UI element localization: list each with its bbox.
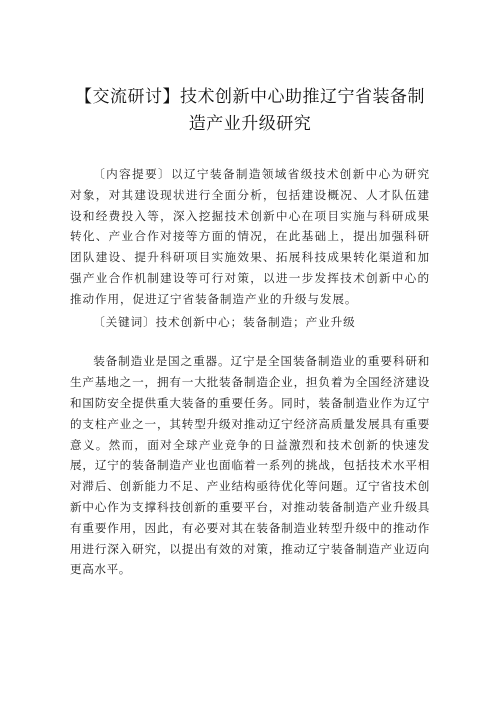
keywords-line: 〔关键词〕技术创新中心；装备制造；产业升级 (93, 314, 356, 329)
document-title (70, 84, 430, 138)
abstract-paragraph: 〔内容提要〕以辽宁装备制造领域省级技术创新中心为研究对象，对其建设现状进行全面分析，包括建设概况、人才队伍建设和经费投入等，深入挖掘技术创新中心在项目实施与科研成果转化、产业合作对接等方面的情况，在此基础上，提出加强科研团队建设、提升科研项目实施效果、拓展科技成果转化渠道和加强产业合作机制建设等可行对策，以进一步发挥技术创新中心的推动作用，促进辽宁省装备制造产业的升级与发展。 (70, 167, 430, 306)
title-line-1: 【交流研讨】技术创新中心助推辽宁省装备制 (75, 87, 425, 107)
title-line-2: 造产业升级研究 (188, 114, 312, 134)
body-paragraph-1: 装备制造业是国之重器。辽宁是全国装备制造业的重要科研和生产基地之一，拥有一大批装备制造企业，担负着为全国经济建设和国防安全提供重大装备的重要任务。同时，装备制造业作为辽宁的支柱产业之一，其转型升级对推动辽宁经济高质量发展具有重要意义。然而，面对全球产业竞争的日益激烈和技术创新的快速发展，辽宁的装备制造产业也面临着一系列的挑战，包括技术水平相对滞后、创新能力不足、产业结构亟待优化等问题。辽宁省技术创新中心作为支撑科技创新的重要平台，对推动装备制造产业升级具有重要作用，因此，有必要对其在装备制造业转型升级中的推动作用进行深入研究，以提出有效的对策，推动辽宁装备制造产业迈向更高水平。 (70, 354, 430, 577)
